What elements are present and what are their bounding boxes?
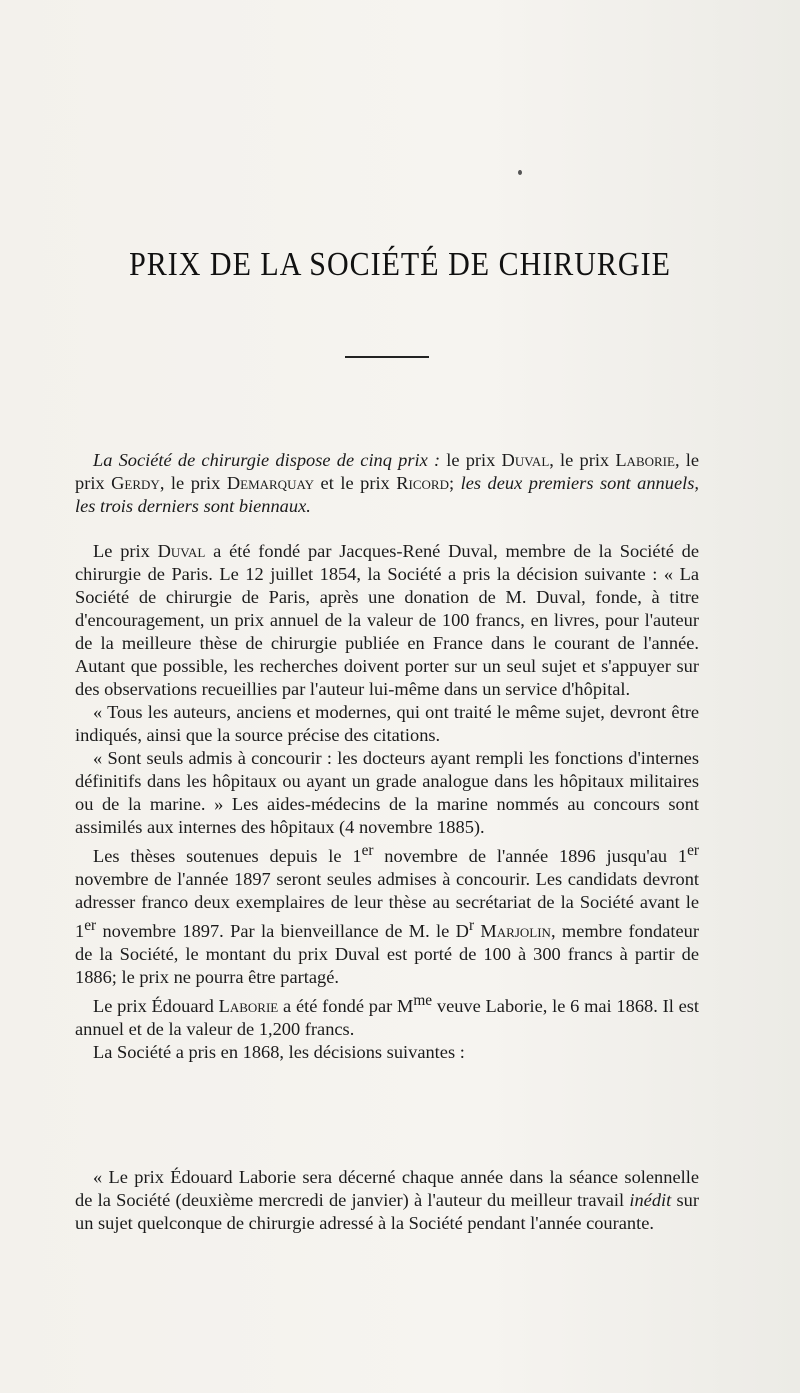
text-part: novembre 1897. Par la bienveillance de M. le D	[96, 921, 469, 942]
intro-paragraph	[75, 449, 699, 518]
superscript: r	[468, 917, 475, 935]
prize-name-gerdy: Gerdy	[111, 473, 160, 493]
paragraph-eligibility: « Sont seuls admis à concourir : les docteurs ayant rempli les fonctions d'internes définitifs dans les hôpitaux ou ayant un grade analogue dans les hôpitaux militaires ou de la marine. » Les aides-médecins de la marine nommés au concours sont assimilés aux internes des hôpitaux (4 novembre 1885).	[75, 748, 699, 837]
superscript: er	[84, 917, 97, 935]
superscript: er	[361, 842, 374, 859]
prize-name-laborie: Laborie	[218, 996, 279, 1017]
superscript: er	[687, 842, 699, 859]
paragraph-duval-founding	[75, 540, 699, 701]
text-part: novembre de l'année 1897 seront seules admises à concourir. Les candidats devront adresser franco deux exemplaires de leur thèse au secrétariat de la Société avant le 1	[75, 869, 699, 942]
text-part: sur un sujet quelconque de chirurgie adressé à la Société pendant l'année courante.	[75, 1190, 699, 1233]
text-part: Les thèses soutenues depuis le 1	[93, 846, 362, 867]
superscript: me	[413, 992, 433, 1010]
intro-text-part: , le prix	[159, 473, 227, 493]
intro-italic-lead: La Société de chirurgie dispose de cinq prix :	[93, 450, 447, 470]
ink-speck	[518, 170, 522, 175]
intro-text-part: ;	[448, 473, 461, 493]
text-part: Le prix	[93, 541, 158, 561]
intro-text	[75, 449, 699, 518]
prize-name-duval: Duval	[157, 541, 206, 561]
text-part: « Le prix Édouard Laborie sera décerné chaque année dans la séance solennelle de la Société (deuxième mercredi de janvier) à l'auteur du meilleur travail	[75, 1167, 699, 1210]
intro-italic-tail: les deux premiers sont annuels, les trois derniers sont biennaux.	[75, 473, 699, 516]
title-divider	[345, 356, 429, 358]
prize-name-demarquay: Demarquay	[226, 473, 315, 493]
text-part: a été fondé par M	[278, 996, 414, 1017]
text-part: veuve Laborie, le 6 mai 1868. Il est annuel et de la valeur de 1,200 francs.	[75, 996, 699, 1040]
text-part: , membre fondateur de la Société, le montant du prix Duval est porté de 100 à 300 francs à partir de 1886; le prix ne pourra être partagé.	[75, 921, 699, 988]
intro-text-part: et le prix	[314, 473, 397, 493]
prize-name-ricord: Ricord	[396, 473, 449, 493]
intro-text-part: le prix	[446, 450, 502, 470]
prize-name-duval: Duval	[501, 450, 550, 470]
prize-name-laborie: Laborie	[615, 450, 675, 470]
paragraph-laborie-rules	[75, 1166, 699, 1235]
quote-section	[75, 1166, 699, 1235]
paragraph-theses	[75, 839, 699, 989]
paragraph-decisions: La Société a pris en 1868, les décisions suivantes :	[93, 1042, 465, 1063]
intro-text-part: , le prix	[75, 450, 700, 493]
text-part: Le prix Édouard	[93, 996, 219, 1017]
italic-word: inédit	[629, 1190, 672, 1210]
page-title: PRIX DE LA SOCIÉTÉ DE CHIRURGIE	[129, 245, 671, 283]
name-marjolin: Marjolin	[480, 921, 551, 942]
text-part: a été fondé par Jacques-René Duval, membre de la Société de chirurgie de Paris. Le 12 juillet 1854, la Société a pris la décision suivante : « La Société de chirurgie de Paris, après une donation de M. Duval, fonde, à titre d'encouragement, un prix annuel de la valeur de 100 francs, en livres, pour l'auteur de la meilleure thèse de chirurgie publiée en France dans le courant de l'année. Autant que possible, les recherches doivent porter sur un seul sujet et s'appuyer sur des observations recueillies par l'auteur lui-même dans un service d'hôpital.	[75, 541, 700, 699]
paragraph-authors: « Tous les auteurs, anciens et modernes, qui ont traité le même sujet, devront être indiqués, ainsi que la source précise des citations.	[75, 702, 699, 745]
intro-text-part: , le prix	[549, 450, 616, 470]
paragraph-laborie-founding	[75, 989, 699, 1041]
text-part: novembre de l'année 1896 jusqu'au 1	[373, 846, 688, 867]
body-section	[75, 540, 699, 1064]
